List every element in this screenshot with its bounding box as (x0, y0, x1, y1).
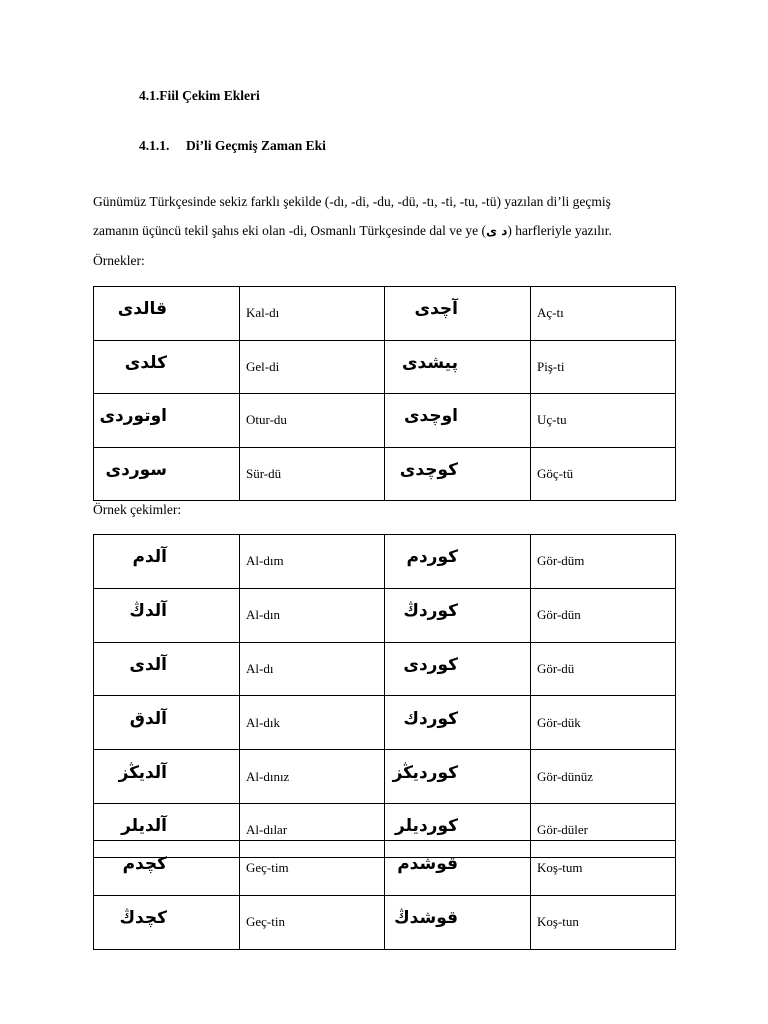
ottoman-word-cell: كوردى (385, 642, 531, 696)
ottoman-word-cell: قالدى (94, 287, 240, 341)
table-row (94, 340, 676, 394)
latin-transcription-cell: Geç-tim (240, 841, 385, 896)
latin-transcription-cell: Piş-ti (531, 340, 676, 394)
ottoman-word-cell: سوردى (94, 447, 240, 501)
paragraph-line-1: Günümüz Türkçesinde sekiz farklı şekilde (-dı, -di, -du, -dü, -tı, -ti, -tu, -tü) yazılan di’li geçmiş (93, 194, 611, 209)
latin-transcription-cell: Sür-dü (240, 447, 385, 501)
latin-transcription-cell: Al-dı (240, 642, 385, 696)
subsection-number: 4.1.1. (139, 138, 170, 153)
latin-transcription-cell: Uç-tu (531, 394, 676, 448)
ottoman-word-cell: كوردڭ (385, 588, 531, 642)
latin-transcription-cell: Koş-tun (531, 895, 676, 950)
table-row (94, 750, 676, 804)
latin-transcription-cell: Al-dın (240, 588, 385, 642)
latin-transcription-cell: Kal-dı (240, 287, 385, 341)
latin-transcription-cell: Gör-dü (531, 642, 676, 696)
subsection-heading (139, 138, 326, 154)
ottoman-word-cell: كورديڭز (385, 750, 531, 804)
table-row (94, 841, 676, 896)
table-row (94, 588, 676, 642)
latin-transcription-cell: Gör-düm (531, 535, 676, 589)
ottoman-word-cell: آلدم (94, 535, 240, 589)
conjugations-label: Örnek çekimler: (93, 502, 182, 517)
latin-transcription-cell: Gör-dün (531, 588, 676, 642)
latin-transcription-cell: Al-dık (240, 696, 385, 750)
ottoman-word-cell: اوچدى (385, 394, 531, 448)
ottoman-word-cell: آچدى (385, 287, 531, 341)
ottoman-word-cell: قوشدم (385, 841, 531, 896)
latin-transcription-cell: Gel-di (240, 340, 385, 394)
ottoman-word-cell: پيشدى (385, 340, 531, 394)
latin-transcription-cell: Göç-tü (531, 447, 676, 501)
ottoman-word-cell: كوردك (385, 696, 531, 750)
ottoman-word-cell: آلدى (94, 642, 240, 696)
ottoman-word-cell: آلديڭز (94, 750, 240, 804)
examples-label: Örnekler: (93, 253, 145, 268)
table-row (94, 447, 676, 501)
ottoman-word-cell: كوچدى (385, 447, 531, 501)
ottoman-word-cell: قوشدڭ (385, 895, 531, 950)
latin-transcription-cell: Gör-dük (531, 696, 676, 750)
paragraph-line-2-end: ) harfleriyle yazılır. (507, 223, 612, 238)
subsection-title: Di’li Geçmiş Zaman Eki (186, 138, 326, 153)
extra-conjugations-table (93, 840, 676, 950)
section-heading: 4.1.Fiil Çekim Ekleri (139, 88, 260, 103)
ottoman-word-cell: كچدڭ (94, 895, 240, 950)
table-row (94, 895, 676, 950)
table-row (94, 642, 676, 696)
table-row (94, 287, 676, 341)
arabic-letters-dal-ye: د ى (486, 224, 508, 238)
latin-transcription-cell: Koş-tum (531, 841, 676, 896)
ottoman-word-cell: كورديلر (385, 803, 531, 857)
paragraph-line-2-start: zamanın üçüncü tekil şahıs eki olan -di, Osmanlı Türkçesinde dal ve ye ( (93, 223, 487, 238)
latin-transcription-cell: Gör-dünüz (531, 750, 676, 804)
examples-table (93, 286, 676, 501)
table-row (94, 696, 676, 750)
ottoman-word-cell: آلدڭ (94, 588, 240, 642)
table-row (94, 535, 676, 589)
latin-transcription-cell: Al-dım (240, 535, 385, 589)
paragraph-line-2 (93, 216, 693, 246)
latin-transcription-cell: Otur-du (240, 394, 385, 448)
ottoman-word-cell: كچدم (94, 841, 240, 896)
latin-transcription-cell: Al-dınız (240, 750, 385, 804)
table-row (94, 394, 676, 448)
ottoman-word-cell: كلدى (94, 340, 240, 394)
latin-transcription-cell: Geç-tin (240, 895, 385, 950)
intro-paragraph (93, 187, 693, 246)
ottoman-word-cell: آلديلر (94, 803, 240, 857)
latin-transcription-cell: Al-dılar (240, 803, 385, 857)
ottoman-word-cell: اوتوردى (94, 394, 240, 448)
conjugations-table (93, 534, 676, 858)
latin-transcription-cell: Aç-tı (531, 287, 676, 341)
latin-transcription-cell: Gör-düler (531, 803, 676, 857)
ottoman-word-cell: كوردم (385, 535, 531, 589)
ottoman-word-cell: آلدق (94, 696, 240, 750)
